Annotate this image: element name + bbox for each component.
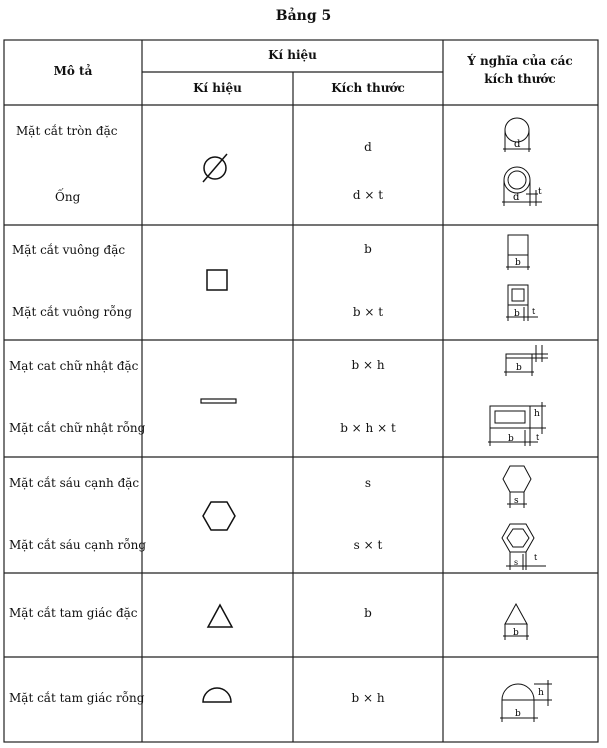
svg-text:h: h: [534, 409, 540, 419]
row-desc: Mặt cắt sáu cạnh rỗng: [9, 538, 147, 552]
square-section-icon: [203, 267, 233, 297]
header-kich-thuoc: Kích thước: [331, 81, 405, 95]
svg-text:t: t: [536, 433, 540, 442]
row-size: s: [364, 476, 372, 490]
row-size: b × h: [351, 358, 385, 372]
row-desc: Ống: [55, 190, 81, 204]
row-size: b: [364, 606, 372, 620]
row-size: d × t: [352, 188, 384, 202]
rectangle-section-icon: [198, 395, 240, 409]
hexagon-dimension-diagram: [496, 462, 546, 512]
half-circle-dimension-diagram: [494, 676, 558, 726]
row-desc: Mặt cắt vuông đặc: [12, 243, 126, 257]
pipe-dimension-diagram: [490, 160, 550, 215]
rectangle-dimension-diagram: [500, 342, 560, 380]
row-size: s × t: [353, 538, 383, 552]
svg-text:b: b: [516, 363, 522, 373]
svg-text:b: b: [513, 628, 519, 638]
row-size: d: [364, 140, 372, 154]
row-desc: Mặt cắt tam giác đặc: [9, 606, 138, 620]
header-ki-hieu: Kí hiệu: [193, 81, 242, 95]
circle-dimension-diagram: [490, 112, 550, 160]
header-y-nghia: Ý nghĩa của các kích thước: [467, 54, 573, 86]
row-desc: Mặt cắt tròn đặc: [16, 124, 118, 138]
svg-text:h: h: [538, 688, 544, 698]
row-desc: Mặt cắt chữ nhật rỗng: [9, 421, 146, 435]
svg-text:t: t: [532, 307, 536, 316]
half-circle-section-icon: [200, 684, 236, 708]
row-desc: Mặt cắt vuông rỗng: [12, 305, 133, 319]
svg-text:t: t: [534, 553, 538, 562]
header-mo-ta: Mô tả: [53, 64, 93, 78]
rectangle-hollow-dimension-diagram: [486, 394, 558, 450]
dim-label-d: d: [514, 139, 521, 150]
triangle-section-icon: [204, 602, 236, 632]
header-ki-hieu-group: Kí hiệu: [268, 48, 317, 62]
hexagon-section-icon: [200, 498, 240, 536]
row-desc: Mặt cắt tam giác rỗng: [9, 691, 145, 705]
svg-text:b: b: [514, 309, 520, 319]
row-size: b × h: [351, 691, 385, 705]
triangle-dimension-diagram: [496, 598, 546, 646]
row-desc: Mạt cat chữ nhật đặc: [9, 359, 139, 373]
row-size: b × h × t: [340, 421, 396, 435]
hexagon-hollow-dimension-diagram: [494, 518, 554, 574]
svg-text:d: d: [513, 192, 520, 203]
row-size: b × t: [352, 305, 384, 319]
row-size: b: [364, 242, 372, 256]
svg-text:s: s: [514, 558, 519, 567]
svg-text:t: t: [538, 187, 542, 197]
svg-text:b: b: [515, 258, 521, 268]
square-hollow-dimension-diagram: [500, 283, 560, 328]
square-dimension-diagram: [500, 230, 550, 275]
svg-text:s: s: [514, 496, 519, 506]
svg-text:b: b: [508, 434, 514, 444]
svg-text:b: b: [515, 709, 521, 719]
circle-section-icon: [195, 150, 235, 190]
row-desc: Mặt cắt sáu cạnh đặc: [9, 476, 140, 490]
table-title: Bảng 5: [275, 8, 332, 24]
